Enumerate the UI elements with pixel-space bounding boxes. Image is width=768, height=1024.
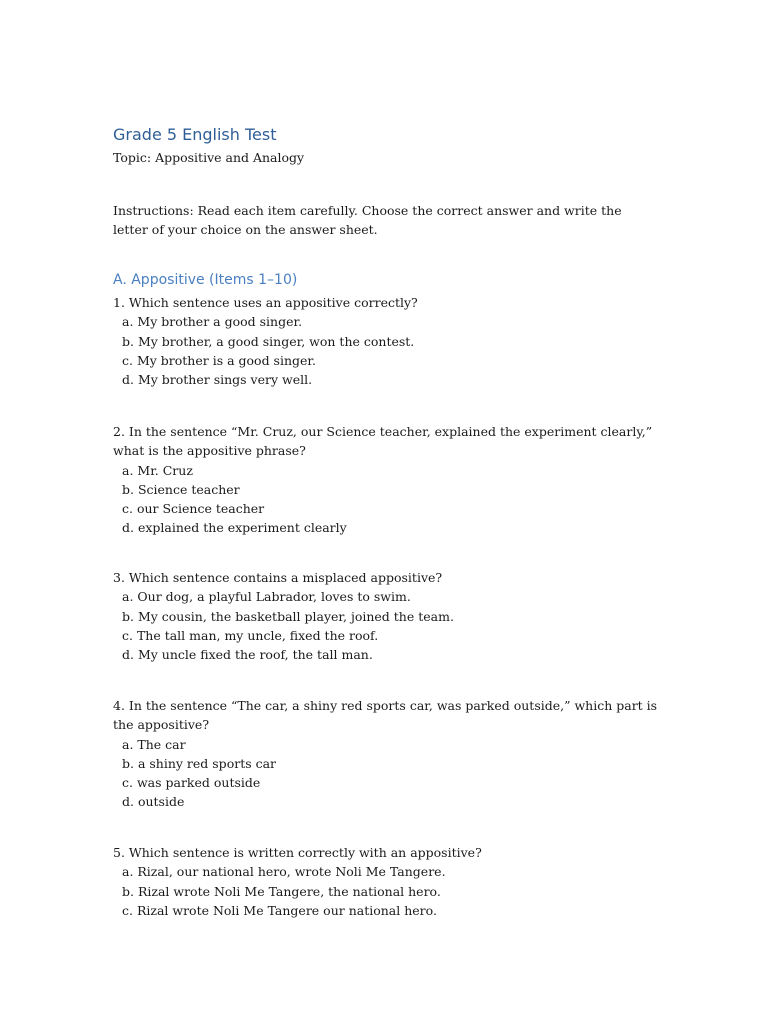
question-item (113, 843, 658, 920)
answer-option: c. My brother is a good singer. (122, 352, 316, 368)
answer-option: d. My uncle fixed the roof, the tall man. (122, 647, 373, 663)
answer-option: b. My cousin, the basketball player, joined the team. (122, 608, 454, 624)
answer-option: b. Rizal wrote Noli Me Tangere, the national hero. (122, 883, 441, 899)
instructions-paragraph: Instructions: Read each item carefully. Choose the correct answer and write the letter of your choice on the answer sheet. (113, 203, 622, 237)
answer-option: c. was parked outside (122, 775, 261, 791)
answer-option: b. My brother, a good singer, won the contest. (122, 333, 415, 349)
answer-option: a. My brother a good singer. (122, 314, 303, 330)
question-stem: 1. Which sentence uses an appositive correctly? (113, 295, 418, 310)
answer-option: d. outside (122, 794, 185, 810)
answer-option: d. My brother sings very well. (122, 372, 313, 388)
answer-options (113, 735, 658, 812)
answer-option: a. The car (122, 736, 186, 752)
question-item (113, 293, 658, 389)
answer-option: a. Rizal, our national hero, wrote Noli Me Tangere. (122, 864, 446, 880)
answer-option: c. Rizal wrote Noli Me Tangere our national hero. (122, 902, 437, 918)
answer-option: d. explained the experiment clearly (122, 520, 347, 536)
answer-option: c. The tall man, my uncle, fixed the roof. (122, 627, 379, 643)
answer-options (113, 312, 658, 389)
question-stem: 3. Which sentence contains a misplaced appositive? (113, 570, 443, 585)
question-stem: 5. Which sentence is written correctly with an appositive? (113, 845, 482, 860)
answer-option: a. Our dog, a playful Labrador, loves to swim. (122, 589, 411, 605)
answer-option: b. Science teacher (122, 481, 240, 497)
answer-options (113, 587, 658, 664)
question-stem: 2. In the sentence “Mr. Cruz, our Science teacher, explained the experiment clearly,” what is the appositive phrase? (113, 424, 653, 459)
answer-options (113, 461, 658, 538)
question-item (113, 568, 658, 664)
topic-line: Topic: Appositive and Analogy (113, 150, 305, 165)
answer-options (113, 862, 658, 920)
document-title: Grade 5 English Test (113, 125, 277, 144)
question-item (113, 422, 658, 538)
question-item (113, 696, 658, 812)
answer-option: b. a shiny red sports car (122, 755, 277, 771)
section-a-heading: A. Appositive (Items 1–10) (113, 272, 298, 288)
answer-option: c. our Science teacher (122, 501, 265, 517)
answer-option: a. Mr. Cruz (122, 462, 193, 478)
question-stem: 4. In the sentence “The car, a shiny red sports car, was parked outside,” which part is the appositive? (113, 698, 658, 733)
